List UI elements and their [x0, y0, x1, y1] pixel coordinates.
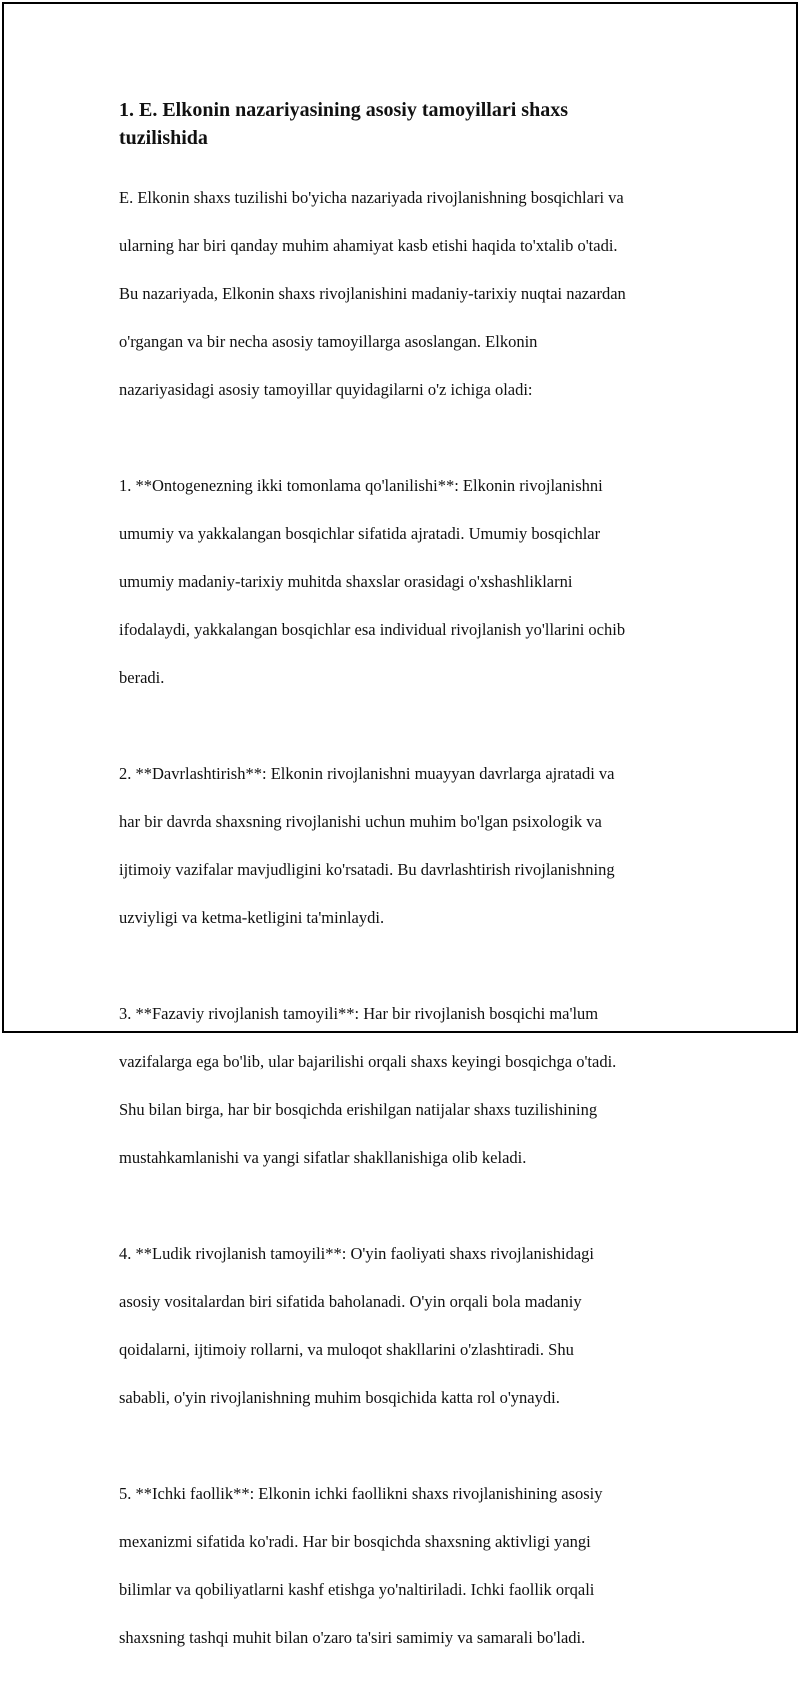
- text-line: har bir davrda shaxsning rivojlanishi uchun muhim bo'lgan psixologik va: [119, 812, 602, 831]
- text-line: umumiy madaniy-tarixiy muhitda shaxslar orasidagi o'xshashliklarni: [119, 572, 573, 591]
- principle-paragraph-1: [119, 450, 699, 714]
- text-line: 5. **Ichki faollik**: Elkonin ichki faollikni shaxs rivojlanishining asosiy: [119, 1484, 603, 1503]
- text-line: mustahkamlanishi va yangi sifatlar shakllanishiga olib keladi.: [119, 1148, 527, 1167]
- text-line: E. Elkonin shaxs tuzilishi bo'yicha nazariyada rivojlanishning bosqichlari va: [119, 188, 624, 207]
- text-line: o'rgangan va bir necha asosiy tamoyillarga asoslangan. Elkonin: [119, 332, 538, 351]
- text-line: 1. **Ontogenezning ikki tomonlama qo'lanilishi**: Elkonin rivojlanishni: [119, 476, 603, 495]
- text-line: mexanizmi sifatida ko'radi. Har bir bosqichda shaxsning aktivligi yangi: [119, 1532, 591, 1551]
- document-title: [119, 96, 699, 152]
- text-line: 4. **Ludik rivojlanish tamoyili**: O'yin faoliyati shaxs rivojlanishidagi: [119, 1244, 595, 1263]
- text-line: ijtimoiy vazifalar mavjudligini ko'rsatadi. Bu davrlashtirish rivojlanishning: [119, 860, 615, 879]
- text-line: qoidalarni, ijtimoiy rollarni, va muloqot shakllarini o'zlashtiradi. Shu: [119, 1340, 574, 1359]
- principle-paragraph-2: [119, 738, 699, 954]
- text-line: 3. **Fazaviy rivojlanish tamoyili**: Har bir rivojlanish bosqichi ma'lum: [119, 1004, 599, 1023]
- text-line: uzviyligi va ketma-ketligini ta'minlaydi.: [119, 908, 385, 927]
- text-line: shaxsning tashqi muhit bilan o'zaro ta'siri samimiy va samarali bo'ladi.: [119, 1628, 586, 1647]
- principle-paragraph-4: [119, 1218, 699, 1434]
- text-line: ularning har biri qanday muhim ahamiyat kasb etishi haqida to'xtalib o'tadi.: [119, 236, 618, 255]
- text-line: Shu bilan birga, har bir bosqichda erishilgan natijalar shaxs tuzilishining: [119, 1100, 598, 1119]
- text-line: ifodalaydi, yakkalangan bosqichlar esa individual rivojlanish yo'llarini ochib: [119, 620, 626, 639]
- document-body: [119, 96, 699, 1698]
- principle-paragraph-3: [119, 978, 699, 1194]
- text-line: bilimlar va qobiliyatlarni kashf etishga yo'naltiriladi. Ichki faollik orqali: [119, 1580, 595, 1599]
- text-line: beradi.: [119, 668, 165, 687]
- title-line: 1. E. Elkonin nazariyasining asosiy tamoyillari shaxs: [119, 99, 568, 121]
- text-line: nazariyasidagi asosiy tamoyillar quyidagilarni o'z ichiga oladi:: [119, 380, 533, 399]
- text-line: sababli, o'yin rivojlanishning muhim bosqichida katta rol o'ynaydi.: [119, 1388, 560, 1407]
- text-line: 2. **Davrlashtirish**: Elkonin rivojlanishni muayyan davrlarga ajratadi va: [119, 764, 615, 783]
- principle-paragraph-5: [119, 1458, 699, 1674]
- text-line: asosiy vositalardan biri sifatida baholanadi. O'yin orqali bola madaniy: [119, 1292, 582, 1311]
- document-page: [2, 2, 798, 1647]
- text-line: vazifalarga ega bo'lib, ular bajarilishi orqali shaxs keyingi bosqichga o'tadi.: [119, 1052, 617, 1071]
- intro-paragraph: [119, 162, 699, 426]
- title-line: tuzilishida: [119, 127, 208, 149]
- text-line: umumiy va yakkalangan bosqichlar sifatida ajratadi. Umumiy bosqichlar: [119, 524, 601, 543]
- text-line: Bu nazariyada, Elkonin shaxs rivojlanishini madaniy-tarixiy nuqtai nazardan: [119, 284, 626, 303]
